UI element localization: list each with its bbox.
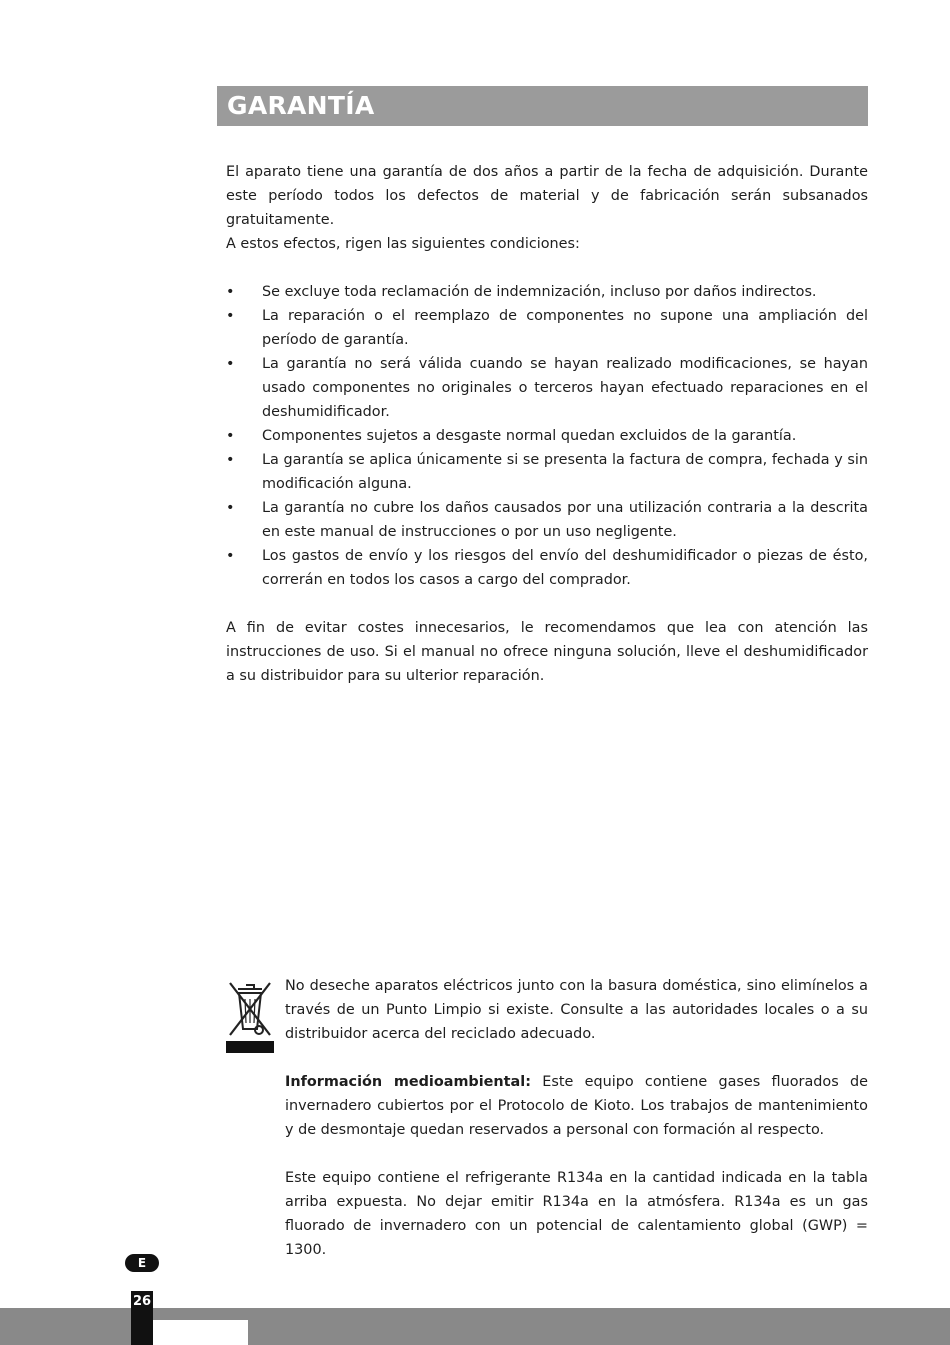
section-header	[217, 86, 868, 126]
language-badge: E	[125, 1254, 159, 1272]
conditions-list	[226, 280, 868, 592]
page-title: GARANTÍA	[227, 91, 375, 120]
bullet-icon: •	[226, 428, 235, 444]
intro-paragraph: El aparato tiene una garantía de dos años a partir de la fecha de adquisición. Durante este período todos los defectos de material y de fabricación serán subsanados gratuitamente.	[226, 164, 868, 228]
bullet-icon: •	[226, 308, 235, 324]
disposal-paragraph: No deseche aparatos eléctricos junto con la basura doméstica, sino elimínelos a través de un Punto Limpio si existe. Consulte a las autoridades locales o a su distribuidor acerca del reciclado adecuado.	[285, 978, 868, 1042]
page-number: 26	[132, 1294, 152, 1309]
list-item: • Componentes sujetos a desgaste normal quedan excluidos de la garantía.	[226, 424, 868, 448]
list-item: • La garantía no cubre los daños causados por una utilización contraria a la descrita en este manual de instrucciones o por un uso negligente.	[226, 496, 868, 544]
bullet-icon: •	[226, 500, 235, 516]
list-item: • Se excluye toda reclamación de indemnización, incluso por daños indirectos.	[226, 280, 868, 304]
list-item: • La garantía no será válida cuando se hayan realizado modificaciones, se hayan usado componentes no originales o terceros hayan efectuado reparaciones en el deshumidificador.	[226, 352, 868, 424]
bullet-icon: •	[226, 284, 235, 300]
crossed-out-wheelie-bin-icon	[226, 979, 274, 1053]
bullet-icon: •	[226, 548, 235, 564]
conditions-intro: A estos efectos, rigen las siguientes condiciones:	[226, 236, 580, 252]
bullet-icon: •	[226, 356, 235, 372]
refrigerant-paragraph: Este equipo contiene el refrigerante R134a en la cantidad indicada en la tabla arriba expuesta. No dejar emitir R134a en la atmósfera. R134a es un gas fluorado de invernadero con un potencial de calentamiento global (GWP) = 1300.	[285, 1170, 868, 1258]
list-item: • Los gastos de envío y los riesgos del envío del deshumidificador o piezas de ésto, correrán en todos los casos a cargo del comprador.	[226, 544, 868, 592]
list-item: • La garantía se aplica únicamente si se presenta la factura de compra, fechada y sin modificación alguna.	[226, 448, 868, 496]
footer-strip	[153, 1320, 248, 1345]
list-item: • La reparación o el reemplazo de componentes no supone una ampliación del período de garantía.	[226, 304, 868, 352]
bullet-icon: •	[226, 452, 235, 468]
page-number-tab	[131, 1291, 153, 1345]
environment-info-paragraph	[285, 1070, 868, 1142]
closing-paragraph: A fin de evitar costes innecesarios, le recomendamos que lea con atención las instrucciones de uso. Si el manual no ofrece ninguna solución, lleve el deshumidificador a su distribuidor para su ulterior reparación.	[226, 620, 868, 684]
environment-info-text: Este equipo contiene gases fluorados de invernadero cubiertos por el Protocolo de Kioto. Los trabajos de mantenimiento y de desmontaje quedan reservados a personal con formación al respecto.	[285, 1074, 868, 1138]
environment-info-label: Información medioambiental:	[285, 1074, 531, 1090]
